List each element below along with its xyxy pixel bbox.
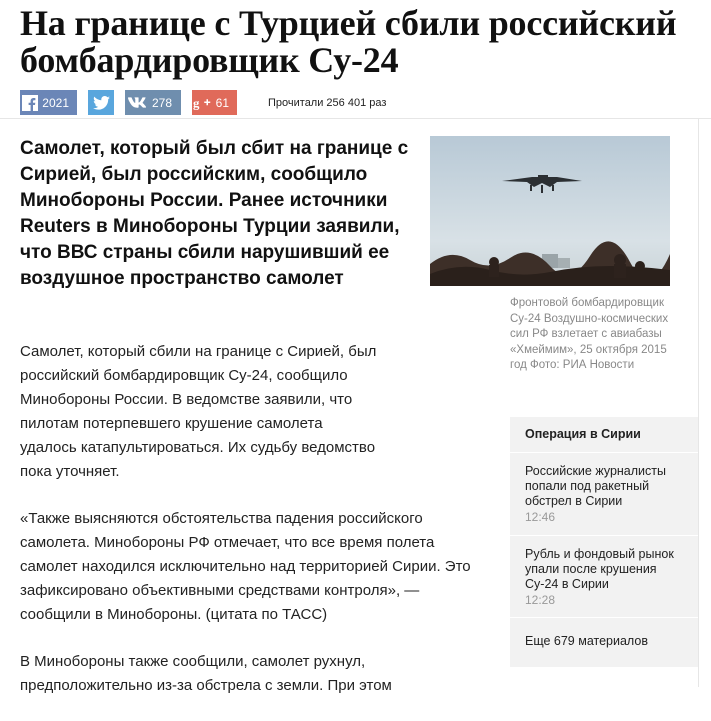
more-materials-link[interactable]: Еще 679 материалов: [525, 634, 648, 648]
sidebar-item-time: 12:46: [525, 510, 556, 524]
article-paragraph: «Также выясняются обстоятельства падения российского самолета. Минобороны РФ отмечает, что все время полета самолет находился исключительно над территорией Сирии. Это зафиксировано объективными средствами контроля», — сообщили в Минобороны. (цитата по ТАСС): [20, 510, 471, 623]
column-divider: [698, 118, 699, 687]
sidebar-item-time: 12:28: [525, 593, 556, 607]
article-lead: Самолет, который был сбит на границе с Сирией, был российским, сообщило Минобороны России. Ранее источники Reuters в Минобороны Турции заявили, что ВВС страны сбили нарушивший ее воздушное пространство самолет: [20, 138, 409, 289]
sidebar-item[interactable]: [525, 464, 690, 525]
sidebar-title[interactable]: Операция в Сирии: [525, 427, 641, 441]
sidebar-item-title[interactable]: Российские журналисты попали под ракетный обстрел в Сирии: [525, 464, 666, 508]
read-count: Прочитали 256 401 раз: [268, 96, 387, 109]
sidebar-item[interactable]: [525, 547, 690, 608]
header-divider: [0, 118, 711, 119]
jet-photo-image: [430, 136, 670, 286]
share-bar: [20, 90, 386, 115]
google-plus-icon: [192, 90, 213, 115]
google-plus-share-button[interactable]: [192, 90, 237, 115]
article-photo[interactable]: [430, 136, 670, 286]
article-title: На границе с Турцией сбили российский бомбардировщик Су-24: [20, 3, 677, 80]
vk-share-count: 278: [152, 95, 173, 110]
twitter-icon: [89, 90, 113, 115]
facebook-share-button[interactable]: [20, 90, 77, 115]
svg-text:g: g: [193, 96, 200, 110]
sidebar-divider: [510, 535, 698, 536]
vk-icon: [125, 90, 149, 115]
google-plus-share-count: 61: [215, 95, 229, 110]
facebook-icon: [20, 90, 39, 115]
sidebar-divider: [510, 452, 698, 453]
facebook-share-count: 2021: [42, 95, 69, 110]
photo-caption: Фронтовой бомбардировщик Су-24 Воздушно-космических сил РФ взлетает с авиабазы «Хмеймим», 25 октября 2015 год Фото: РИА Новости: [510, 297, 669, 371]
article-paragraph: Самолет, который сбили на границе с Сирией, был российский бомбардировщик Су-24, сообщило Минобороны России. В ведомстве заявили, что пилотам потерпевшего крушение самолета удалось катапультироваться. Их судьбу ведомство пока уточняет.: [20, 343, 377, 480]
vk-share-button[interactable]: [125, 90, 181, 115]
twitter-share-button[interactable]: [88, 90, 114, 115]
sidebar-item-title[interactable]: Рубль и фондовый рынок упали после крушения Су-24 в Сирии: [525, 547, 674, 591]
article-body: [20, 340, 490, 721]
sidebar-divider: [510, 617, 698, 618]
article-paragraph: В Минобороны также сообщили, самолет рухнул, предположительно из-за обстрела с земли. При этом: [20, 653, 392, 694]
related-sidebar: [510, 417, 698, 667]
